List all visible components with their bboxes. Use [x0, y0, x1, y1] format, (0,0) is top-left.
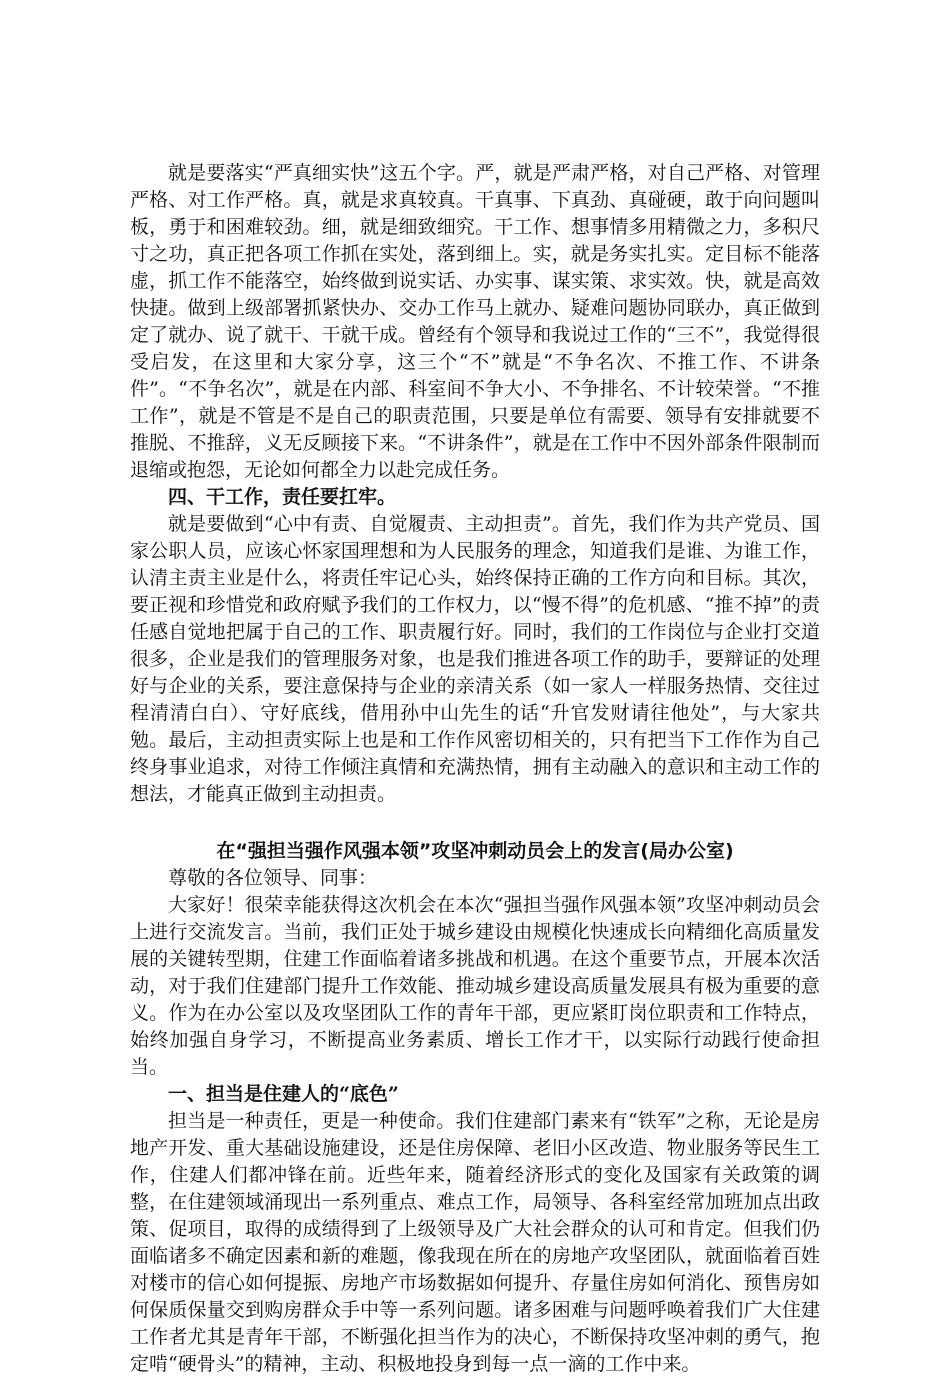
paragraph-intro: 大家好！很荣幸能获得这次机会在本次“强担当强作风强本领”攻坚冲刺动员会上进行交流发言。当前，我们正处于城乡建设由规模化快速成长向精细化高质量发展的关键转型期，住建工作面临着诸多挑战和机遇。在这个重要节点，开展本次活动，对于我们住建部门提升工作效能、推动城乡建设高质量发展具有极为重要的意义。作为在办公室以及攻坚团队工作的青年干部，更应紧盯岗位职责和工作特点，始终加强自身学习，不断提高业务素质、增长工作才干，以实际行动践行使命担当。 — [130, 894, 820, 1078]
section-heading-responsibility: 四、干工作，责任要扛牢。 — [168, 486, 397, 508]
paragraph-responsibility: 就是要做到“心中有责、自觉履责、主动担责”。首先，我们作为共产党员、国家公职人员，应该心怀家国理想和为人民服务的理念，知道我们是谁、为谁工作，认清主责主业是什么，将责任牢记心头，始终保持正确的工作方向和目标。其次，要正视和珍惜党和政府赋予我们的工作权力，以“慢不得”的危机感、“推不掉”的责任感自觉地把属于自己的工作、职责履行好。同时，我们的工作岗位与企业打交道很多，企业是我们的管理服务对象，也是我们推进各项工作的助手，要辩证的处理好与企业的关系，要注意保持与企业的亲清关系（如一家人一样服务热情、交往过程清清白白）、守好底线，借用孙中山先生的话“升官发财请往他处”，与大家共勉。最后，主动担责实际上也是和工作作风密切相关的，只有把当下工作作为自己终身事业追求，对待工作倾注真情和充满热情，拥有主动融入的意识和主动工作的想法，才能真正做到主动担责。 — [130, 513, 820, 805]
document-page — [130, 160, 820, 1378]
speech-salutation: 尊敬的各位领导、同事： — [168, 867, 378, 889]
paragraph-strict-standards: 就是要落实“严真细实快”这五个字。严，就是严肃严格，对自己严格、对管理严格、对工作严格。真，就是求真较真。干真事、下真劲、真碰硬，敢于向问题叫板，勇于和困难较劲。细，就是细致细究。干工作、想事情多用精微之力，多积尺寸之功，真正把各项工作抓在实处，落到细上。实，就是务实扎实。定目标不能落虚，抓工作不能落空，始终做到说实话、办实事、谋实策、求实效。快，就是高效快捷。做到上级部署抓紧快办、交办工作马上就办、疑难问题协同联办，真正做到定了就办、说了就干、干就干成。曾经有个领导和我说过工作的“三不”，我觉得很受启发，在这里和大家分享，这三个“不”就是“不争名次、不推工作、不讲条件”。“不争名次”，就是在内部、科室间不争大小、不争排名、不计较荣誉。“不推工作”，就是不管是不是自己的职责范围，只要是单位有需要、领导有安排就要不推脱、不推辞，义无反顾接下来。“不讲条件”，就是在工作中不因外部条件限制而退缩或抱怨，无论如何都全力以赴完成任务。 — [130, 162, 820, 481]
paragraph-duty: 担当是一种责任，更是一种使命。我们住建部门素来有“铁军”之称，无论是房地产开发、重大基础设施建设，还是住房保障、老旧小区改造、物业服务等民生工作，住建人们都冲锋在前。近些年来，随着经济形式的变化及国家有关政策的调整，在住建领域涌现出一系列重点、难点工作，局领导、各科室经常加班加点出政策、促项目，取得的成绩得到了上级领导及广大社会群众的认可和肯定。但我们仍面临诸多不确定因素和新的难题，像我现在所在的房地产攻坚团队，就面临着百姓对楼市的信心如何提振、房地产市场数据如何提升、存量住房如何消化、预售房如何保质保量交到购房群众手中等一系列问题。诸多困难与问题呼唤着我们广大住建工作者尤其是青年干部，不断强化担当作为的决心，不断保持攻坚冲刺的勇气，抱定啃“硬骨头”的精神，主动、积极地投身到每一点一滴的工作中来。 — [130, 1110, 820, 1375]
speech-title: 在“强担当强作风强本领”攻坚冲刺动员会上的发言(局办公室) — [216, 840, 734, 862]
section-heading-duty: 一、担当是住建人的“底色” — [168, 1083, 399, 1105]
